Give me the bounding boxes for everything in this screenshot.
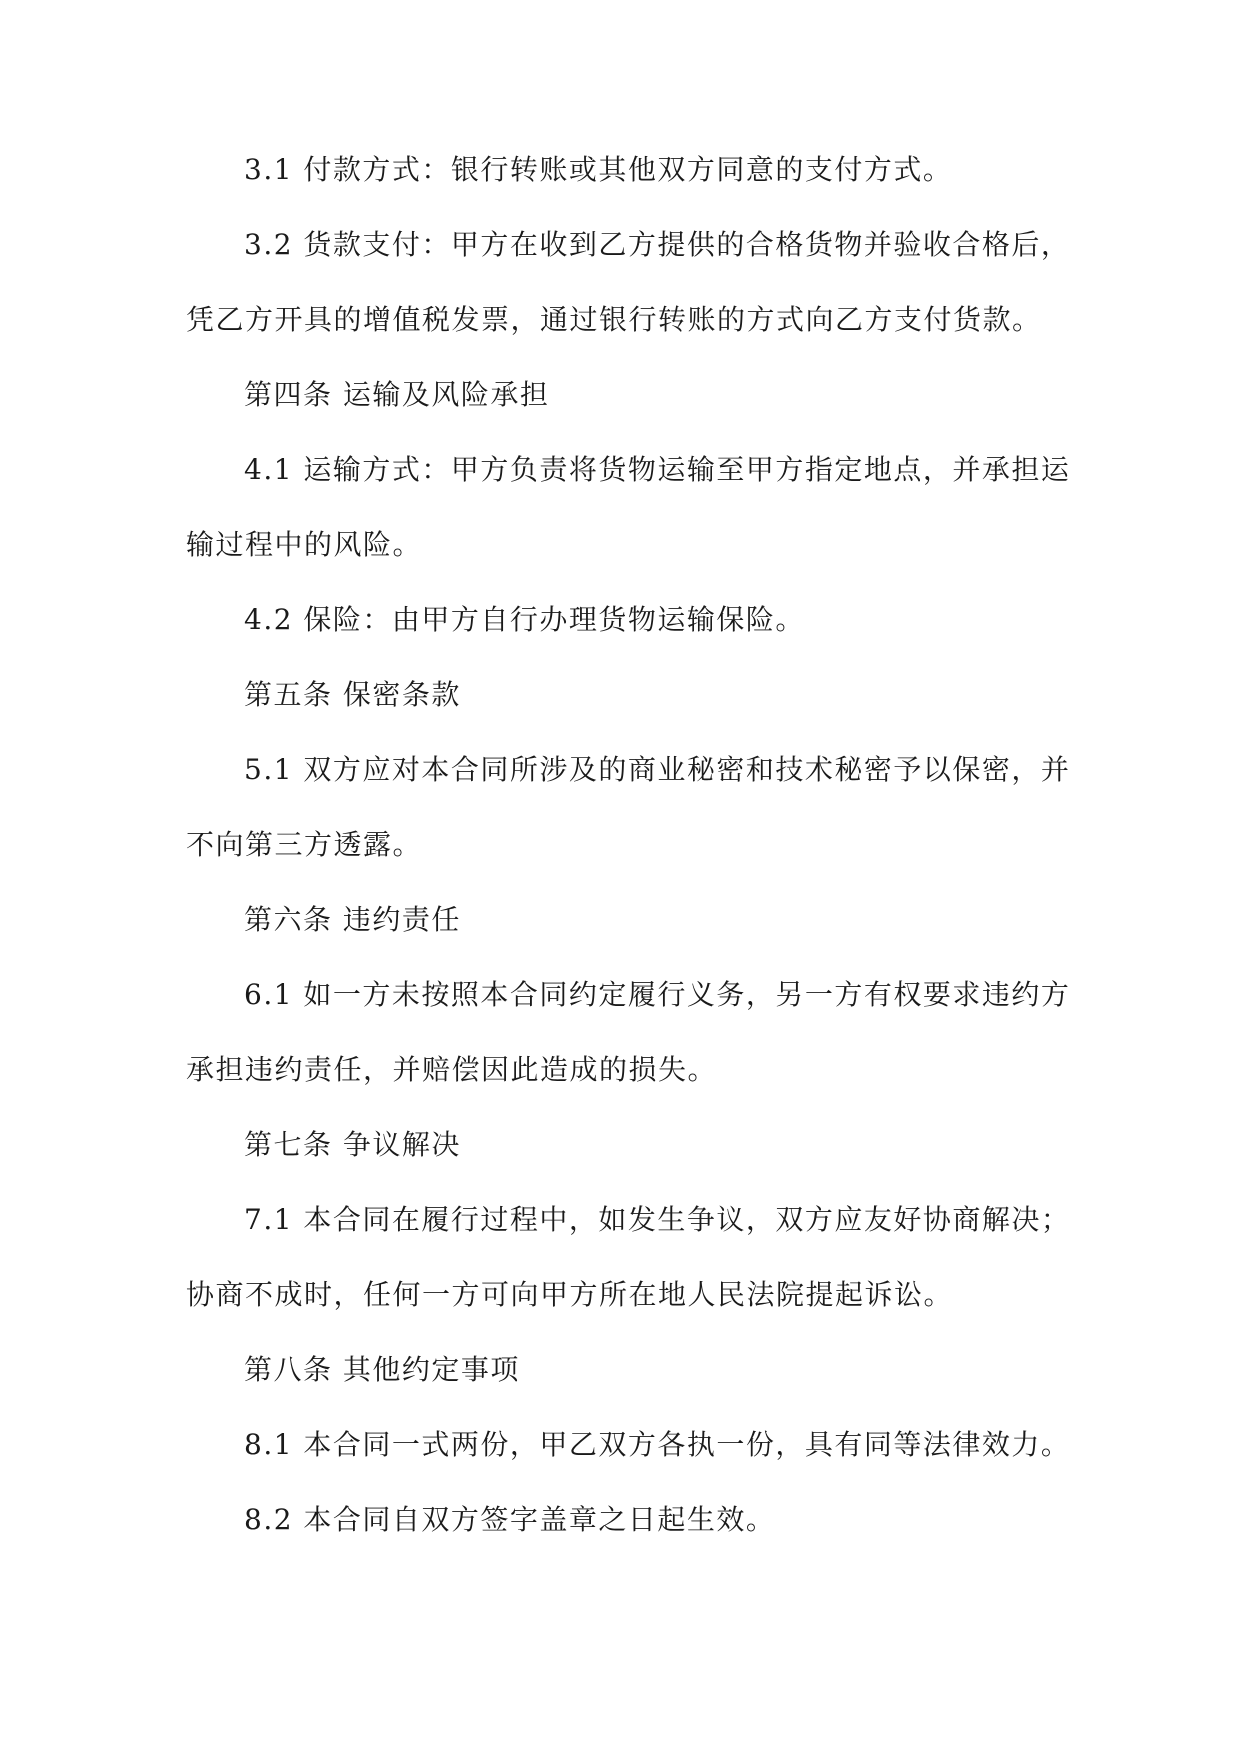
document-body [186, 148, 1071, 1573]
clause-3-1: 3.1 付款方式：银行转账或其他双方同意的支付方式。 [244, 153, 953, 186]
clause-3-2-continued: 凭乙方开具的增值税发票，通过银行转账的方式向乙方支付货款。 [186, 303, 1042, 336]
clause-8-2: 8.2 本合同自双方签字盖章之日起生效。 [244, 1503, 776, 1536]
clause-3-2: 3.2 货款支付：甲方在收到乙方提供的合格货物并验收合格后， [244, 228, 1071, 261]
clause-5-1: 5.1 双方应对本合同所涉及的商业秘密和技术秘密予以保密，并 [244, 753, 1071, 786]
clause-7-1-continued: 协商不成时，任何一方可向甲方所在地人民法院提起诉讼。 [186, 1278, 954, 1311]
article-8-heading: 第八条 其他约定事项 [244, 1353, 520, 1386]
clause-7-1: 7.1 本合同在履行过程中，如发生争议，双方应友好协商解决； [244, 1203, 1071, 1236]
clause-4-1-continued: 输过程中的风险。 [186, 528, 423, 561]
clause-4-2: 4.2 保险：由甲方自行办理货物运输保险。 [244, 603, 805, 636]
article-6-heading: 第六条 违约责任 [244, 903, 461, 936]
clause-6-1: 6.1 如一方未按照本合同约定履行义务，另一方有权要求违约方 [244, 978, 1071, 1011]
article-4-heading: 第四条 运输及风险承担 [244, 378, 550, 411]
article-5-heading: 第五条 保密条款 [244, 678, 461, 711]
clause-8-1: 8.1 本合同一式两份，甲乙双方各执一份，具有同等法律效力。 [244, 1428, 1071, 1461]
article-7-heading: 第七条 争议解决 [244, 1128, 461, 1161]
clause-6-1-continued: 承担违约责任，并赔偿因此造成的损失。 [186, 1053, 718, 1086]
clause-4-1: 4.1 运输方式：甲方负责将货物运输至甲方指定地点，并承担运 [244, 453, 1071, 486]
clause-5-1-continued: 不向第三方透露。 [186, 828, 423, 861]
